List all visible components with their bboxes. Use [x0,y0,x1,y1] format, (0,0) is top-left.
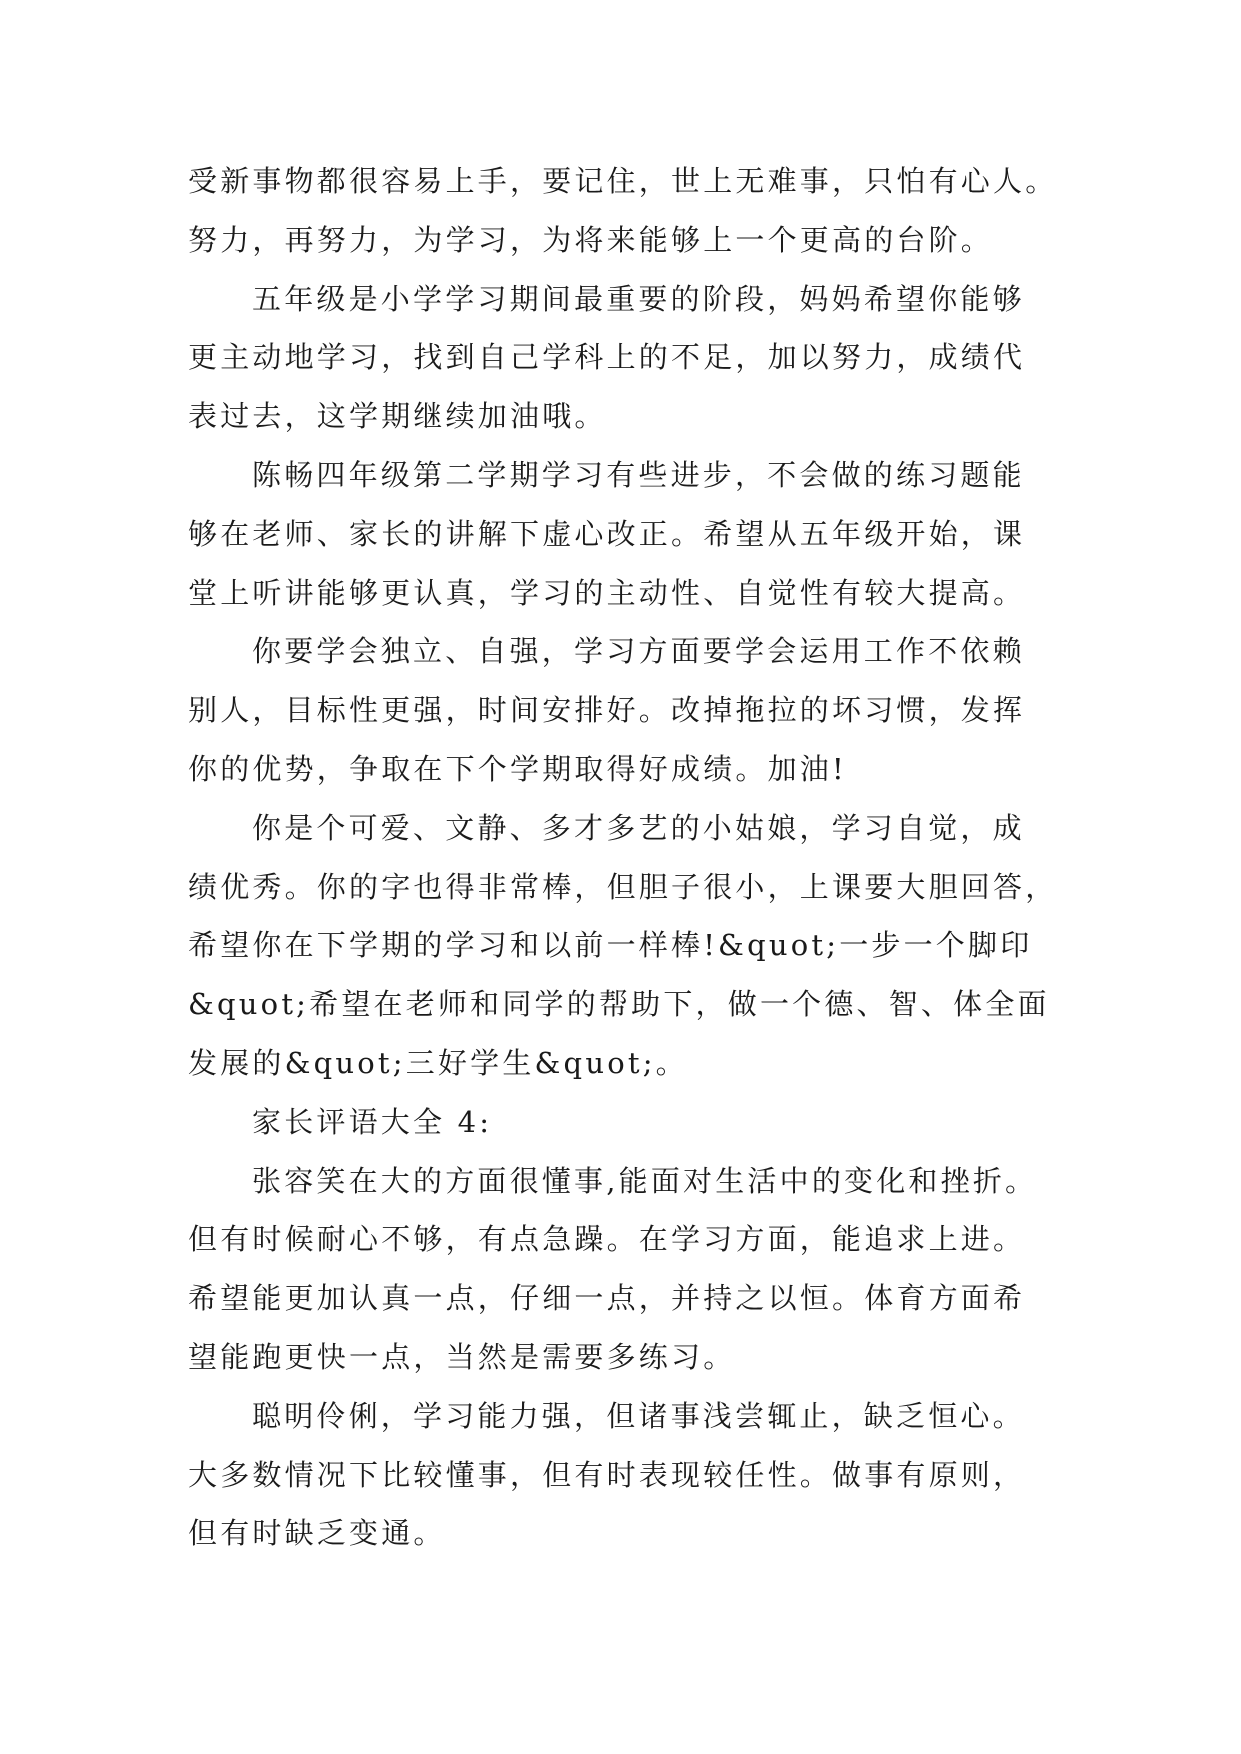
text-line: 但有时候耐心不够，有点急躁。在学习方面，能追求上进。 [188,1222,1026,1257]
text-line: 够在老师、家长的讲解下虚心改正。希望从五年级开始，课 [188,516,1026,551]
text-line: 希望你在下学期的学习和以前一样棒!&quot;一步一个脚印 [188,928,1033,963]
paragraph-first-line: 陈畅四年级第二学期学习有些进步，不会做的练习题能 [252,457,1025,492]
text-line: 绩优秀。你的字也得非常棒，但胆子很小，上课要大胆回答， [188,869,1058,904]
text-line: 别人，目标性更强，时间安排好。改掉拖拉的坏习惯，发挥 [188,693,1026,728]
text-line: 受新事物都很容易上手，要记住，世上无难事，只怕有心人。 [188,164,1058,198]
paragraph-first-line: 张容笑在大的方面很懂事,能面对生活中的变化和挫折。 [252,1163,1038,1198]
text-line: 努力，再努力，为学习，为将来能够上一个更高的台阶。 [188,222,994,257]
text-line: 表过去，这学期继续加油哦。 [188,399,607,434]
document-body [188,152,1058,1563]
text-line: 但有时缺乏变通。 [188,1516,446,1551]
section-heading: 家长评语大全 4: [252,1104,493,1139]
text-line: 希望能更加认真一点，仔细一点，并持之以恒。体育方面希 [188,1281,1026,1316]
paragraph-first-line: 你是个可爱、文静、多才多艺的小姑娘，学习自觉，成 [252,810,1025,845]
paragraph-first-line: 聪明伶俐，学习能力强，但诸事浅尝辄止，缺乏恒心。 [252,1398,1025,1433]
paragraph-first-line: 你要学会独立、自强，学习方面要学会运用工作不依赖 [252,634,1025,669]
text-line: 堂上听讲能够更认真，学习的主动性、自觉性有较大提高。 [188,575,1026,610]
text-line: &quot;希望在老师和同学的帮助下，做一个德、智、体全面 [188,987,1050,1022]
text-line: 你的优势，争取在下个学期取得好成绩。加油! [188,751,847,786]
text-line: 更主动地学习，找到自己学科上的不足，加以努力，成绩代 [188,340,1026,375]
paragraph-first-line: 五年级是小学学习期间最重要的阶段，妈妈希望你能够 [252,281,1025,316]
text-line: 大多数情况下比较懂事，但有时表现较任性。做事有原则， [188,1457,1026,1492]
text-line: 望能跑更快一点，当然是需要多练习。 [188,1339,736,1374]
text-line: 发展的&quot;三好学生&quot;。 [188,1045,688,1080]
